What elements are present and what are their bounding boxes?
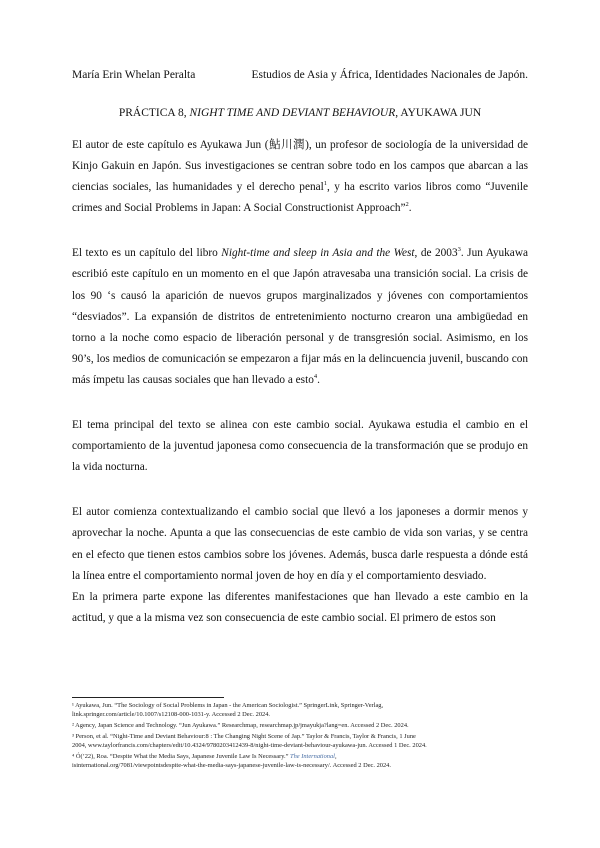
- footnote-ref-3[interactable]: 3: [457, 246, 461, 254]
- paragraph-5: En la primera parte expone las diferentes manifestaciones que han llevado a este cambio en la actitud, y que a la misma vez son consecuencia de este cambio social. El primero de estos son: [72, 590, 528, 624]
- document-body: [72, 135, 528, 629]
- footnote-2-line-1[interactable]: ² Agency, Japan Science and Technology. “Jun Ayukawa.” Researchmap, researchmap.jp/jmayukja?lang=en. Accessed 2 Dec. 2024.: [72, 722, 409, 729]
- footnote-1-line-2[interactable]: link.springer.com/article/10.1007/s12108-000-1031-y. Accessed 2 Dec. 2024.: [72, 711, 271, 718]
- paragraph-2-text-d: .: [317, 373, 320, 386]
- footnote-ref-4[interactable]: 4: [313, 373, 318, 381]
- paragraph-4: El autor comienza contextualizando el cambio social que llevó a los japoneses a dormir menos y aprovechar la noche. Apunta a que las consecuencias de este cambio de vida son varias, y se centra en el efecto que tienen estos cambios sobre los jóvenes. Además, busca darle respuesta a dónde está la línea entre el comportamiento normal joven de hoy en día y el comportamiento desviado.: [72, 506, 528, 582]
- document-title: [72, 107, 528, 119]
- title-italic: NIGHT TIME AND DEVIANT BEHAVIOUR: [189, 107, 396, 119]
- footnote-2: [72, 721, 532, 730]
- footnote-4: [72, 752, 532, 770]
- paragraph-2-text-b: , de 2003: [414, 247, 458, 260]
- page-header: [72, 69, 528, 81]
- paragraph-2-text-a: El texto es un capítulo del libro: [72, 247, 222, 260]
- title-suffix: , AYUKAWA JUN: [395, 107, 482, 119]
- paragraph-3: El tema principal del texto se alinea con este cambio social. Ayukawa estudia el cambio en el comportamiento de la juventud japonesa como consecuencia de la transformación que se produjo en la vida nocturna.: [72, 419, 528, 474]
- footnote-4-line-1: [72, 752, 532, 761]
- paragraph-2-text-c: . Jun Ayukawa escribió este capítulo en un momento en el que Japón atravesaba una transición social. La crisis de los 90 ‘s causó la aparición de nuevos grupos marginalizados y jóvenes con comportamientos “desviados”. La expansión de distritos de entretenimiento nocturno crearon una ambigüedad en torno a la noche como espacio de liberación personal y de transgresión social. Asimismo, en los 90’s, los medios de comunicación se empezaron a fijar más en la delincuencia juvenil, buscando con más ímpetu las causas sociales que han llevado a esto: [72, 247, 528, 386]
- footnote-1-line-1: ¹ Ayukawa, Jun. “The Sociology of Social Problems in Japan - the American Sociologist.” SpringerLink, Springer-Verlag,: [72, 702, 384, 709]
- footnote-4-text: ⁴ Ó(’22), Roa. “Despite What the Media Says, Japanese Juvenile Law Is Necessary.”: [72, 753, 291, 760]
- paragraph-2: [72, 243, 528, 391]
- footnote-ref-1[interactable]: 1: [323, 180, 328, 188]
- footnote-ref-2[interactable]: 2: [405, 201, 409, 209]
- author-name: María Erin Whelan Peralta: [72, 69, 196, 81]
- title-prefix: PRÁCTICA 8,: [118, 107, 190, 119]
- paragraph-1-text-b: , y ha escrito varios libros como “Juvenile crimes and Social Problems in Japan: A Social Constructionist Approach”: [72, 181, 528, 215]
- footnote-4-source[interactable]: The International: [290, 753, 335, 760]
- footnote-divider: [72, 697, 224, 698]
- paragraph-1: [72, 135, 528, 219]
- footnote-4-comma: ,: [334, 753, 337, 760]
- course-name: Estudios de Asia y África, Identidades Nacionales de Japón.: [251, 69, 528, 81]
- paragraph-1-text-c: .: [408, 202, 412, 215]
- footnote-1: [72, 701, 532, 719]
- footnote-3: [72, 732, 532, 750]
- paragraph-1-text-a: El autor de este capítulo es Ayukawa Jun (鮎川潤), un profesor de sociología de la universidad de Kinjo Gakuin en Japón. Sus investigaciones se centran sobre todo en los campos que abarcan a las ciencias sociales, las humanidades y el derecho penal: [72, 139, 528, 194]
- footnote-4-line-2[interactable]: isinternational.org/7081/viewpointsdespite-what-the-media-says-japanese-juvenile-law-is-necessary/. Accessed 2 Dec. 2024.: [72, 762, 391, 769]
- footnote-3-line-2[interactable]: 2004, www.taylorfrancis.com/chapters/edit/10.4324/9780203412439-8/night-time-deviant-behaviour-ayukawa-jun. Accessed 1 Dec. 2024.: [72, 742, 427, 749]
- footnote-3-line-1: ³ Person, et al. “Night-Time and Deviant Behaviour:8 : The Changing Night Scene of Jap.” Taylor & Francis, Taylor & Francis, 1 June: [72, 733, 416, 740]
- footnotes: [72, 701, 532, 772]
- book-title: Night-time and sleep in Asia and the West: [221, 247, 415, 260]
